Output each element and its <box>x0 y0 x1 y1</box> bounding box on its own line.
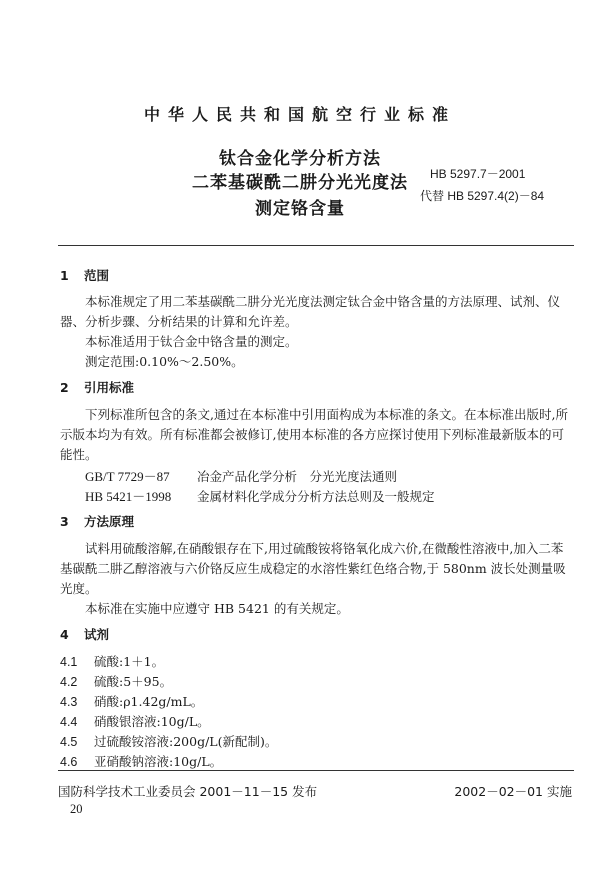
reagent-text: 硫酸:1＋1。 <box>94 654 165 669</box>
reagent-number: 4.6 <box>60 755 78 769</box>
section-2-paragraph-1: 下列标准所包含的条文,通过在本标准中引用面构成为本标准的条文。在本标准出版时,所示版本均为有效。所有标准都会被修订,使用本标准的各方应探讨使用下列标准最新版本的可能性。 <box>60 407 568 462</box>
section-number: 3 <box>60 514 69 529</box>
section-1-paragraph-3: 测定范围:0.10%～2.50%。 <box>85 354 244 369</box>
section-3-paragraph-2: 本标准在实施中应遵守 HB 5421 的有关规定。 <box>85 601 349 616</box>
section-number: 1 <box>60 268 69 283</box>
reference-row <box>85 466 397 485</box>
reagent-text: 过硫酸铵溶液:200g/L(新配制)。 <box>94 734 278 749</box>
section-1-paragraph-1: 本标准规定了用二苯基碳酰二肼分光光度法测定钛合金中铬含量的方法原理、试剂、仪器、分析步骤、分析结果的计算和允许差。 <box>60 294 561 329</box>
reagent-number: 4.5 <box>60 735 78 749</box>
reagent-text: 硝酸银溶液:10g/L。 <box>94 714 210 729</box>
document-title-line-3: 测定铬含量 <box>255 199 345 219</box>
reference-code: HB 5421－1998 <box>85 489 172 504</box>
section-3-heading <box>60 512 134 530</box>
reagent-item <box>60 692 203 710</box>
reference-title: 冶金产品化学分析 分光光度法通则 <box>197 469 398 484</box>
reagent-item <box>60 672 172 690</box>
reagent-text: 亚硝酸钠溶液:10g/L。 <box>94 754 223 769</box>
reagent-text: 硫酸:5＋95。 <box>94 674 173 689</box>
section-number: 2 <box>60 380 69 395</box>
reagent-item <box>60 712 210 730</box>
section-title: 范围 <box>84 268 110 283</box>
reagent-item <box>60 732 277 750</box>
replaces-standard: 代替 HB 5297.4(2)－84 <box>420 189 545 203</box>
reagent-number: 4.4 <box>60 715 78 729</box>
header-divider <box>58 245 574 246</box>
effective-date: 2002－02－01 实施 <box>454 784 572 799</box>
issue-info: 国防科学技术工业委员会 2001－11－15 发布 <box>58 784 318 799</box>
section-3-paragraph-1: 试料用硫酸溶解,在硝酸银存在下,用过硫酸铵将铬氧化成六价,在微酸性溶液中,加入二苯基碳酰二肼乙醇溶液与六价铬反应生成稳定的水溶性紫红色络合物,于 580nm 波长处测量吸光度。 <box>60 541 566 596</box>
section-title: 方法原理 <box>84 514 135 529</box>
section-4-heading <box>60 625 109 643</box>
standard-number: HB 5297.7－2001 <box>430 167 526 181</box>
section-title: 试剂 <box>84 627 110 642</box>
section-1-heading <box>60 266 109 284</box>
section-title: 引用标准 <box>84 380 135 395</box>
reference-title: 金属材料化学成分分析方法总则及一般规定 <box>197 489 435 504</box>
footer-divider <box>58 770 574 771</box>
reagent-number: 4.3 <box>60 695 78 709</box>
reference-code: GB/T 7729－87 <box>85 469 170 484</box>
page-number: 20 <box>70 802 83 816</box>
reagent-text: 硝酸:ρ1.42g/mL。 <box>94 694 204 709</box>
document-title-line-2: 二苯基碳酰二肼分光光度法 <box>192 173 408 193</box>
reference-row <box>85 486 435 505</box>
reagent-number: 4.2 <box>60 675 78 689</box>
reagent-item <box>60 652 164 670</box>
reagent-item <box>60 752 222 770</box>
reagent-number: 4.1 <box>60 655 78 669</box>
section-1-paragraph-2: 本标准适用于钛合金中铬含量的测定。 <box>85 334 298 349</box>
industry-standard-heading: 中华人民共和国航空行业标准 <box>143 105 456 124</box>
document-title-line-1: 钛合金化学分析方法 <box>219 149 381 169</box>
section-2-heading <box>60 378 134 396</box>
section-number: 4 <box>60 627 69 642</box>
